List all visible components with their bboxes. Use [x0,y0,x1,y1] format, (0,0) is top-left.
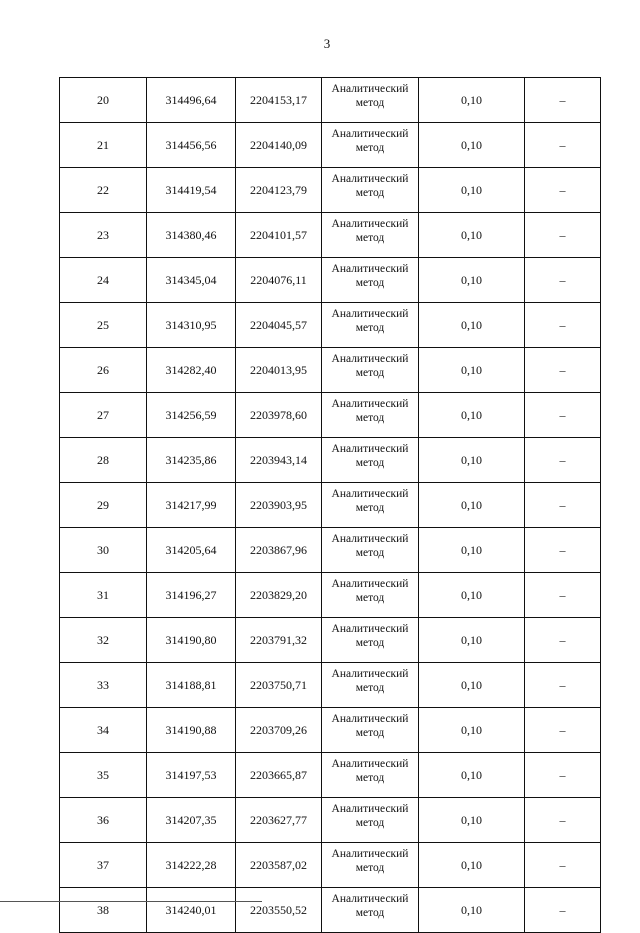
accuracy-cell: 0,10 [419,438,525,483]
point-number-cell: 27 [60,393,147,438]
accuracy-cell: 0,10 [419,888,525,933]
x-coordinate-cell: 314282,40 [147,348,236,393]
method-text-line: Аналитический [331,668,409,680]
point-number-cell: 29 [60,483,147,528]
table-row [60,393,601,438]
table-row [60,708,601,753]
method-cell [322,348,419,393]
method-text-line: метод [355,907,385,919]
point-number-cell: 30 [60,528,147,573]
dash-cell: – [525,483,601,528]
dash-cell: – [525,573,601,618]
table-row [60,123,601,168]
accuracy-cell: 0,10 [419,798,525,843]
table-row [60,348,601,393]
y-coordinate-cell: 2203978,60 [236,393,322,438]
table-row [60,843,601,888]
point-number-cell: 20 [60,78,147,123]
x-coordinate-cell: 314496,64 [147,78,236,123]
method-cell [322,123,419,168]
point-number-cell: 21 [60,123,147,168]
method-cell [322,303,419,348]
table-row [60,798,601,843]
y-coordinate-cell: 2204013,95 [236,348,322,393]
dash-cell: – [525,888,601,933]
x-coordinate-cell: 314190,80 [147,618,236,663]
method-text-line: метод [355,862,385,874]
method-text-line: Аналитический [331,488,409,500]
point-number-cell: 31 [60,573,147,618]
y-coordinate-cell: 2204140,09 [236,123,322,168]
dash-cell: – [525,303,601,348]
table-row [60,438,601,483]
y-coordinate-cell: 2204045,57 [236,303,322,348]
point-number-cell: 26 [60,348,147,393]
y-coordinate-cell: 2204153,17 [236,78,322,123]
x-coordinate-cell: 314217,99 [147,483,236,528]
method-text-line: метод [355,187,385,199]
y-coordinate-cell: 2203665,87 [236,753,322,798]
x-coordinate-cell: 314256,59 [147,393,236,438]
method-cell [322,483,419,528]
method-text-line: метод [355,502,385,514]
method-cell [322,708,419,753]
x-coordinate-cell: 314196,27 [147,573,236,618]
y-coordinate-cell: 2204076,11 [236,258,322,303]
method-cell [322,573,419,618]
method-text-line: метод [355,457,385,469]
accuracy-cell: 0,10 [419,213,525,258]
accuracy-cell: 0,10 [419,573,525,618]
accuracy-cell: 0,10 [419,843,525,888]
x-coordinate-cell: 314188,81 [147,663,236,708]
y-coordinate-cell: 2203750,71 [236,663,322,708]
method-cell [322,888,419,933]
method-text-line: Аналитический [331,263,409,275]
method-cell [322,753,419,798]
point-number-cell: 24 [60,258,147,303]
dash-cell: – [525,78,601,123]
point-number-cell: 33 [60,663,147,708]
method-text-line: метод [355,322,385,334]
method-text-line: Аналитический [331,713,409,725]
x-coordinate-cell: 314380,46 [147,213,236,258]
method-text-line: Аналитический [331,443,409,455]
method-text-line: метод [355,412,385,424]
accuracy-cell: 0,10 [419,618,525,663]
table-row [60,753,601,798]
point-number-cell: 36 [60,798,147,843]
x-coordinate-cell: 314207,35 [147,798,236,843]
y-coordinate-cell: 2204123,79 [236,168,322,213]
y-coordinate-cell: 2203943,14 [236,438,322,483]
x-coordinate-cell: 314235,86 [147,438,236,483]
dash-cell: – [525,438,601,483]
method-text-line: Аналитический [331,308,409,320]
table-row [60,618,601,663]
method-text-line: Аналитический [331,533,409,545]
x-coordinate-cell: 314205,64 [147,528,236,573]
method-cell [322,798,419,843]
method-cell [322,438,419,483]
method-text-line: метод [355,682,385,694]
accuracy-cell: 0,10 [419,258,525,303]
accuracy-cell: 0,10 [419,393,525,438]
method-text-line: Аналитический [331,128,409,140]
dash-cell: – [525,798,601,843]
method-text-line: Аналитический [331,758,409,770]
accuracy-cell: 0,10 [419,663,525,708]
method-cell [322,618,419,663]
y-coordinate-cell: 2204101,57 [236,213,322,258]
method-text-line: Аналитический [331,353,409,365]
footnote-rule [0,901,262,902]
method-text-line: метод [355,97,385,109]
dash-cell: – [525,843,601,888]
method-text-line: метод [355,817,385,829]
y-coordinate-cell: 2203550,52 [236,888,322,933]
dash-cell: – [525,258,601,303]
x-coordinate-cell: 314240,01 [147,888,236,933]
method-text-line: метод [355,232,385,244]
x-coordinate-cell: 314345,04 [147,258,236,303]
method-text-line: метод [355,367,385,379]
x-coordinate-cell: 314456,56 [147,123,236,168]
table-row [60,888,601,933]
method-cell [322,393,419,438]
method-text-line: Аналитический [331,173,409,185]
accuracy-cell: 0,10 [419,483,525,528]
y-coordinate-cell: 2203627,77 [236,798,322,843]
dash-cell: – [525,213,601,258]
point-number-cell: 25 [60,303,147,348]
method-cell [322,213,419,258]
point-number-cell: 38 [60,888,147,933]
method-text-line: метод [355,637,385,649]
method-text-line: метод [355,592,385,604]
method-text-line: Аналитический [331,803,409,815]
y-coordinate-cell: 2203709,26 [236,708,322,753]
accuracy-cell: 0,10 [419,123,525,168]
method-cell [322,168,419,213]
dash-cell: – [525,618,601,663]
table-row [60,78,601,123]
page-number: 3 [323,36,331,51]
accuracy-cell: 0,10 [419,348,525,393]
x-coordinate-cell: 314197,53 [147,753,236,798]
table-row [60,168,601,213]
x-coordinate-cell: 314419,54 [147,168,236,213]
table-row [60,528,601,573]
table-row [60,303,601,348]
method-text-line: Аналитический [331,578,409,590]
method-text-line: метод [355,142,385,154]
method-text-line: метод [355,772,385,784]
accuracy-cell: 0,10 [419,168,525,213]
point-number-cell: 35 [60,753,147,798]
method-cell [322,78,419,123]
point-number-cell: 32 [60,618,147,663]
method-text-line: Аналитический [331,83,409,95]
method-text-line: метод [355,727,385,739]
method-cell [322,843,419,888]
method-text-line: Аналитический [331,893,409,905]
x-coordinate-cell: 314190,88 [147,708,236,753]
point-number-cell: 28 [60,438,147,483]
method-text-line: Аналитический [331,623,409,635]
y-coordinate-cell: 2203903,95 [236,483,322,528]
coordinates-table [59,77,601,933]
dash-cell: – [525,168,601,213]
table-row [60,483,601,528]
y-coordinate-cell: 2203791,32 [236,618,322,663]
accuracy-cell: 0,10 [419,78,525,123]
dash-cell: – [525,528,601,573]
dash-cell: – [525,708,601,753]
x-coordinate-cell: 314310,95 [147,303,236,348]
dash-cell: – [525,348,601,393]
method-text-line: Аналитический [331,398,409,410]
method-text-line: метод [355,547,385,559]
accuracy-cell: 0,10 [419,753,525,798]
accuracy-cell: 0,10 [419,303,525,348]
y-coordinate-cell: 2203829,20 [236,573,322,618]
point-number-cell: 23 [60,213,147,258]
coordinates-table-body [60,78,601,933]
y-coordinate-cell: 2203587,02 [236,843,322,888]
method-cell [322,258,419,303]
table-row [60,663,601,708]
method-text-line: Аналитический [331,848,409,860]
table-row [60,573,601,618]
accuracy-cell: 0,10 [419,528,525,573]
dash-cell: – [525,393,601,438]
y-coordinate-cell: 2203867,96 [236,528,322,573]
x-coordinate-cell: 314222,28 [147,843,236,888]
method-text-line: метод [355,277,385,289]
dash-cell: – [525,123,601,168]
accuracy-cell: 0,10 [419,708,525,753]
point-number-cell: 34 [60,708,147,753]
table-row [60,258,601,303]
method-text-line: Аналитический [331,218,409,230]
table-row [60,213,601,258]
dash-cell: – [525,753,601,798]
point-number-cell: 22 [60,168,147,213]
method-cell [322,528,419,573]
method-cell [322,663,419,708]
dash-cell: – [525,663,601,708]
point-number-cell: 37 [60,843,147,888]
